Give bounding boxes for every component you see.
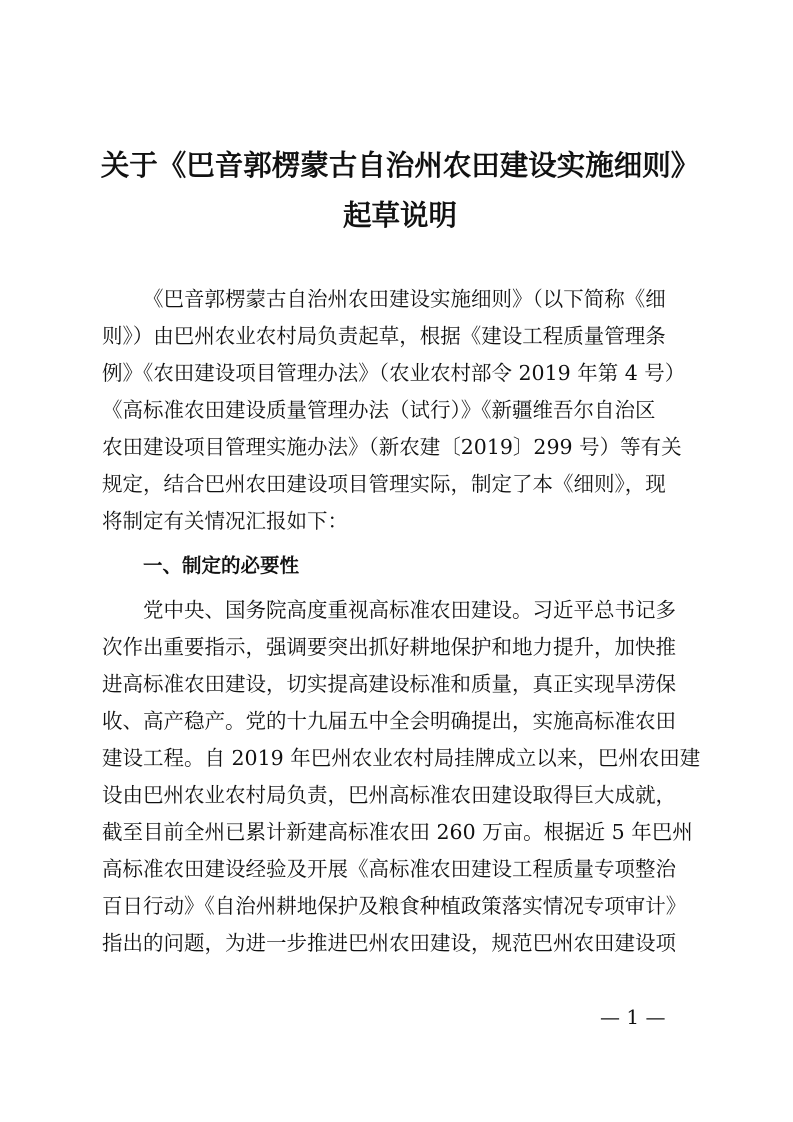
document-title-line-1: 关于《巴音郭楞蒙古自治州农田建设实施细则》: [100, 148, 700, 182]
section-line: 收、高产稳产。党的十九届五中全会明确提出，实施高标准农田: [102, 709, 676, 733]
section-line: 指出的问题，为进一步推进巴州农田建设，规范巴州农田建设项: [102, 931, 676, 955]
page-number: — 1 —: [600, 1005, 666, 1029]
document-title-line-2: 起草说明: [342, 198, 457, 232]
section-line: 次作出重要指示，强调要突出抓好耕地保护和地力提升，加快推: [102, 635, 676, 659]
intro-line: 将制定有关情况汇报如下：: [102, 509, 348, 533]
section-line: 设由巴州农业农村局负责，巴州高标准农田建设取得巨大成就，: [102, 783, 676, 807]
intro-line: 则》）由巴州农业农村局负责起草，根据《建设工程质量管理条: [102, 324, 666, 348]
section-line: 党中央、国务院高度重视高标准农田建设。习近平总书记多: [143, 598, 676, 622]
section-heading: 一、制定的必要性: [143, 554, 300, 577]
section-line: 高标准农田建设经验及开展《高标准农田建设工程质量专项整治: [102, 857, 676, 881]
section-line: 百日行动》《自治州耕地保护及粮食种植政策落实情况专项审计》: [102, 894, 687, 918]
intro-line: 《高标准农田建设质量管理办法（试行）》《新疆维吾尔自治区: [102, 398, 656, 422]
intro-line: 农田建设项目管理实施办法》（新农建〔2019〕299 号）等有关: [102, 435, 682, 459]
section-line: 进高标准农田建设，切实提高建设标准和质量，真正实现旱涝保: [102, 672, 676, 696]
intro-line: 例》《农田建设项目管理办法》（农业农村部令 2019 年第 4 号）: [102, 361, 686, 385]
intro-line: 规定，结合巴州农田建设项目管理实际，制定了本《细则》，现: [102, 472, 666, 496]
intro-line: 《巴音郭楞蒙古自治州农田建设实施细则》（以下简称《细: [143, 287, 666, 311]
section-line: 截至目前全州已累计新建高标准农田 260 万亩。根据近 5 年巴州: [102, 820, 693, 844]
section-line: 建设工程。自 2019 年巴州农业农村局挂牌成立以来，巴州农田建: [102, 746, 701, 770]
